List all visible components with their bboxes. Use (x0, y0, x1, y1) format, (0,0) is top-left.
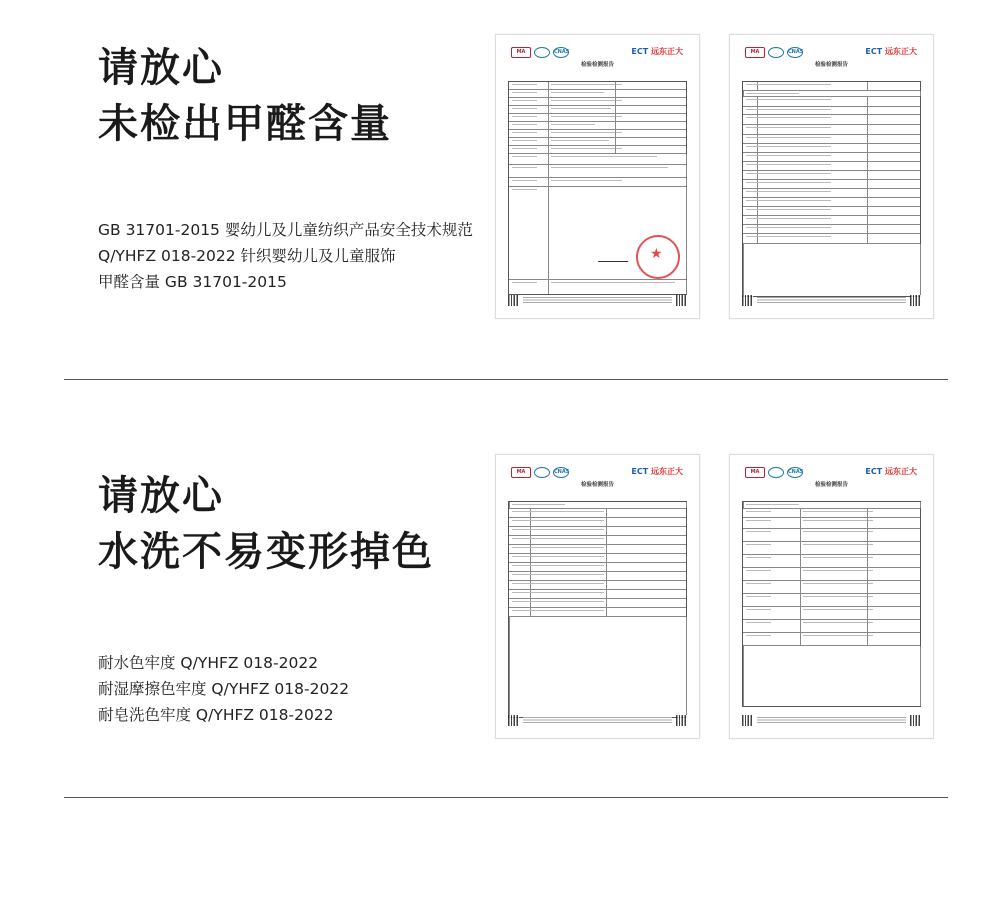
ect-logo: ECT 远东正大 (865, 467, 917, 476)
test-report-image (729, 454, 934, 739)
ilac-logo (534, 47, 550, 58)
standard-line: 耐皂洗色牢度 Q/YHFZ 018-2022 (98, 706, 334, 724)
ilac-logo (768, 47, 784, 58)
qr-code-icon (508, 295, 519, 306)
cma-logo: MA (511, 47, 531, 58)
standard-line: GB 31701-2015 婴幼儿及儿童纺织产品安全技术规范 (98, 221, 473, 239)
headline-line-2: 未检出甲醛含量 (98, 101, 392, 147)
standard-line: 耐水色牢度 Q/YHFZ 018-2022 (98, 654, 319, 672)
qr-code-icon (676, 295, 687, 306)
qr-code-icon (742, 715, 753, 726)
standard-line: 耐湿摩擦色牢度 Q/YHFZ 018-2022 (98, 680, 350, 698)
qr-code-icon (676, 715, 687, 726)
cnas-logo: CNAS (553, 47, 569, 58)
report-title: 检验检测报告 (814, 62, 848, 68)
cnas-logo: CNAS (553, 467, 569, 478)
signature (598, 251, 632, 262)
standard-line: 甲醛含量 GB 31701-2015 (98, 273, 287, 291)
official-seal (636, 235, 680, 279)
report-table (742, 81, 921, 297)
ect-logo: ECT 远东正大 (631, 467, 683, 476)
ect-logo: ECT 远东正大 (865, 47, 917, 56)
qr-code-icon (508, 715, 519, 726)
report-title: 检验检测报告 (580, 482, 614, 488)
cma-logo: MA (511, 467, 531, 478)
qr-code-icon (742, 295, 753, 306)
colorfastness-standards (98, 650, 349, 728)
standard-line: Q/YHFZ 018-2022 针织婴幼儿及儿童服饰 (98, 247, 396, 265)
qr-code-icon (910, 715, 921, 726)
headline-line-1: 请放心 (98, 45, 224, 91)
cnas-logo: CNAS (787, 467, 803, 478)
colorfastness-headline (98, 468, 434, 580)
report-title: 检验检测报告 (580, 62, 614, 68)
cma-logo: MA (745, 467, 765, 478)
test-report-image (729, 34, 934, 319)
ilac-logo (768, 467, 784, 478)
ect-logo: ECT 远东正大 (631, 47, 683, 56)
cnas-logo: CNAS (787, 47, 803, 58)
section-divider (64, 797, 948, 798)
test-report-image (495, 454, 700, 739)
ilac-logo (534, 467, 550, 478)
report-table (508, 501, 687, 718)
formaldehyde-standards (98, 217, 473, 295)
qr-code-icon (910, 295, 921, 306)
formaldehyde-section (0, 0, 1000, 380)
headline-line-2: 水洗不易变形掉色 (98, 529, 434, 575)
headline-line-1: 请放心 (98, 473, 224, 519)
report-title: 检验检测报告 (814, 482, 848, 488)
report-table (742, 501, 921, 707)
test-report-image (495, 34, 700, 319)
cma-logo: MA (745, 47, 765, 58)
formaldehyde-headline (98, 40, 392, 152)
